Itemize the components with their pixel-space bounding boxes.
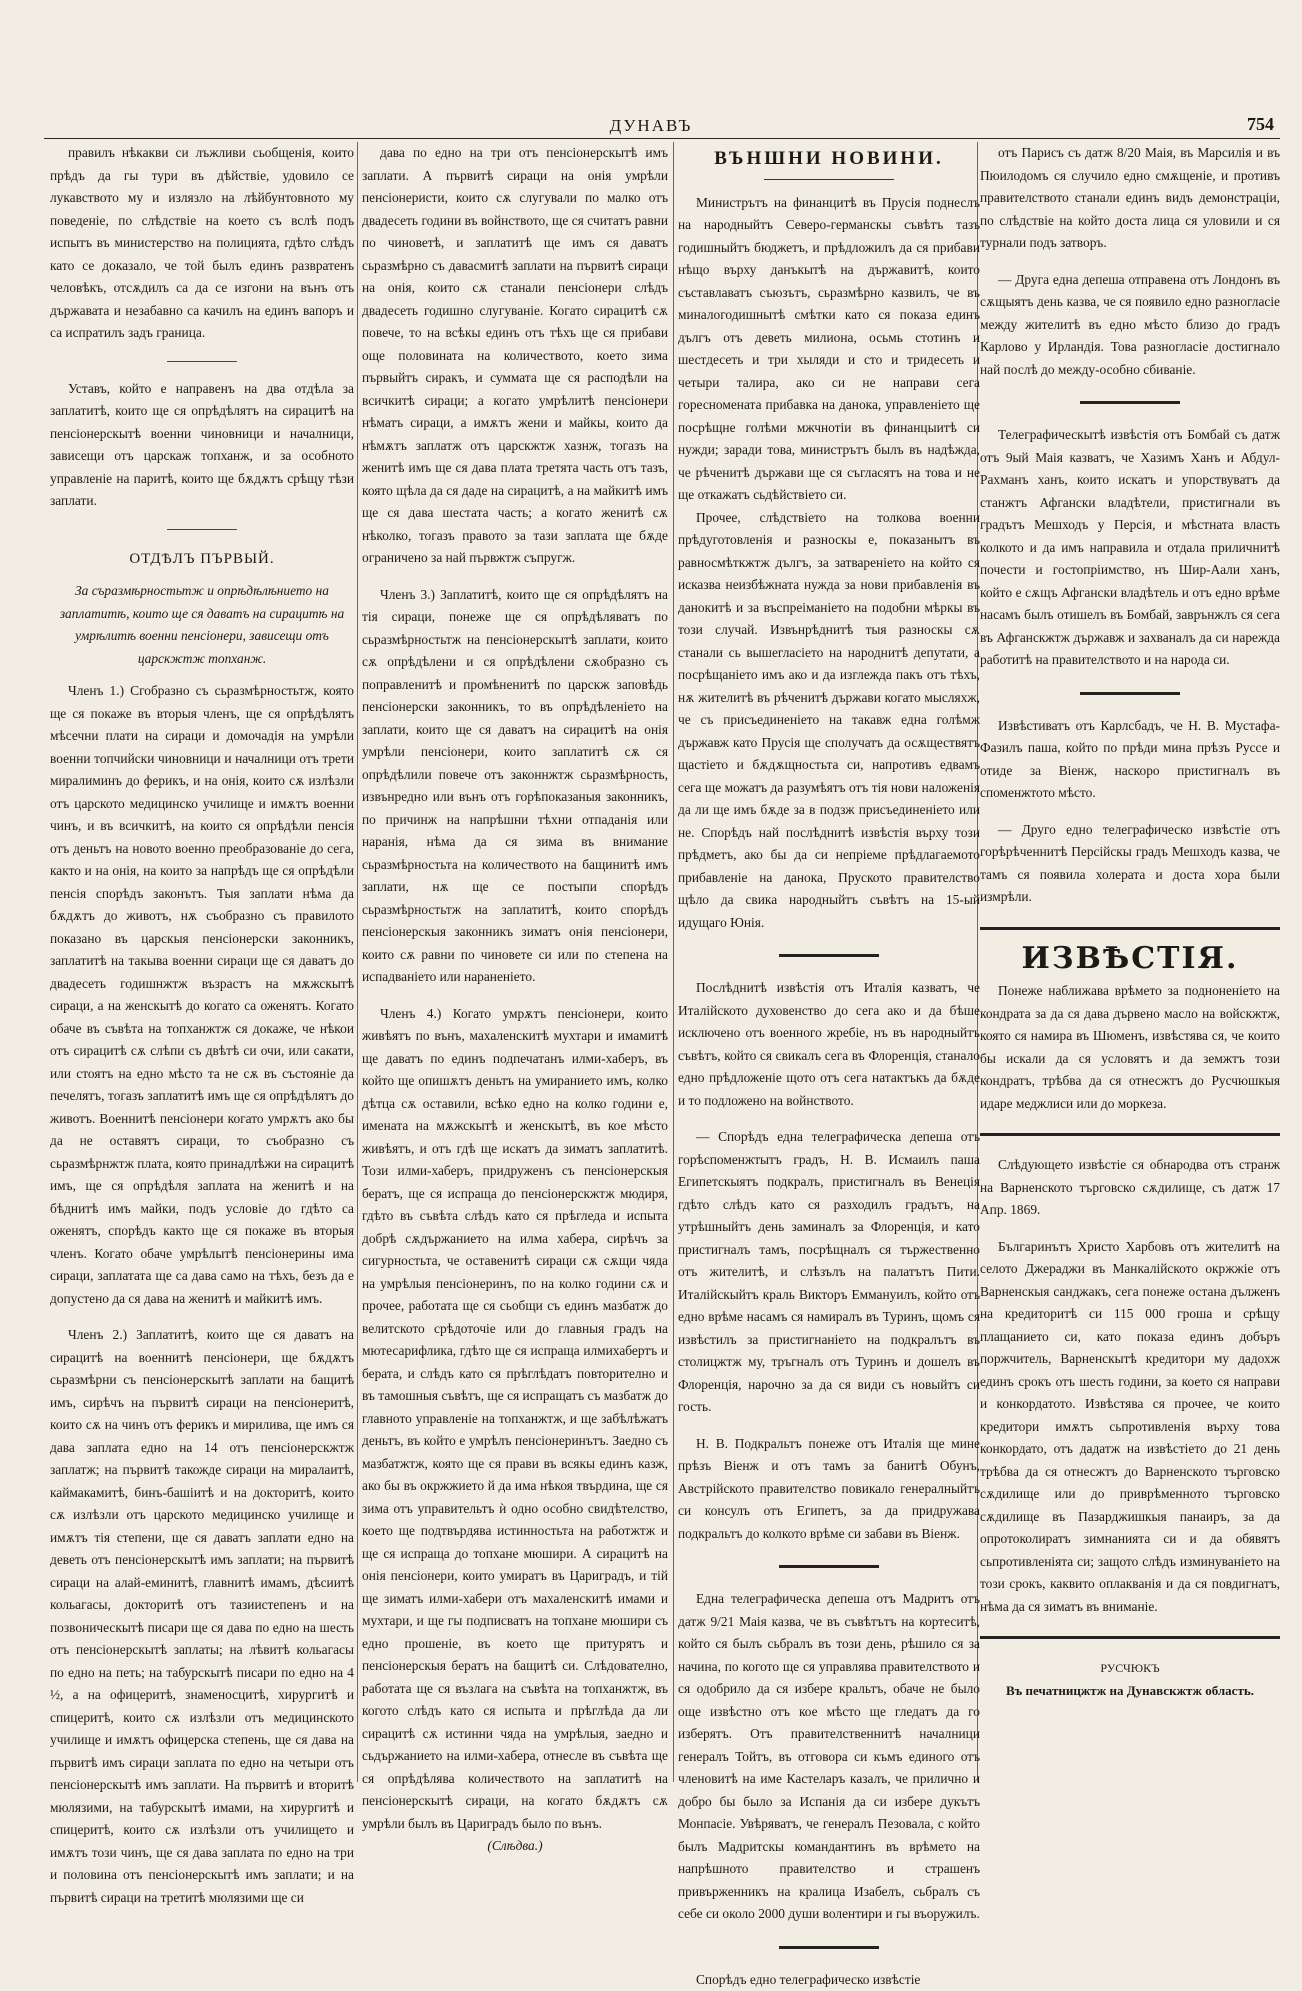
paragraph: Членъ 4.) Когато умрѫтъ пенсіонери, които живѣятъ по вънъ, махаленскитѣ мухтари и имамитѣ ще даватъ по единъ подпечатанъ илми-хаберъ, въ който ще опишѫтъ деньтъ на умиранието имъ, колко дѣтца сѫ оставили, всѣко едно на колко години е, имената на мѫжскытѣ и женскытѣ, въ кое мѣсто живѣятъ, и отъ гдѣ ще искатъ да зиматъ заплатитѣ. Този илми-хаберъ, придруженъ съ пенсіонерскыя бератъ, ще ся испраща до пенсіонерскжтж мюдиря, гдѣто въ съвѣта слѣдъ като ся прѣгледа и испыта добрѣ сѫдържанието на илма хабера, сирѣчъ за сигурностьта, че оставенитѣ сираци сѫ сѫщи чяда на умрѣлыя пенсіонеринъ, по на колко години сѫ и прочее, работата ще ся сьобщи съ единъ мазбатж до велитското срѣдоточіе или до главныя градъ на мютесарифлика, гдѣто ще ся испраща илмихабертъ и берата, и слѣдъ като ся прѣглѣдатъ повторително и въ тамошныя съвѣтъ, ще ся испращатъ съ мазбатж до главното управленіе на топханжтж, и ще забѣлѣжатъ деньтъ, въ който е умрѣлъ пенсіонеринътъ. Заедно съ мазбатжтж, която ще ся прави въ всякы единъ казж, ако бы въ окржжието й да има нѣкоя твърдина, ще ся зима отъ управительтъ ѝ одно особно свидѣтелство, което ще подтвърдява истинностьта на работжтж и ще ся испраща до топхане мюшири. А сирацитѣ на онія пенсіонери, които умиратъ въ Цариградъ, и тій ще зиматъ илми-хабери отъ махаленскитѣ имами и мухтари, и ще гы подписватъ на топхане мюшири съ едно прошеніе, въ което ще притурятъ и пенсіонерскыя бератъ на бащитѣ си. Слѣдователно, работата ще ся възлага на съвѣта на топханжтж, въ когото слѣдъ като ся испыта и прѣглѣда да ли сирацитѣ сѫ истинни чяда на умрѣлыя, заедно и сьдържанието на илми-хабера, отнесле въ съвѣта ще ся опрѣдѣлява количеството на заплатитѣ на пенсіонерскытѣ сираци, на когато бѫдѫтъ сѫ умрѣли былъ въ Цариградъ было по вънъ. bbox=[362, 1003, 668, 1836]
imprint-city: РУСЧЮКЪ bbox=[980, 1657, 1280, 1680]
section-rule bbox=[980, 927, 1280, 930]
section-title: ОТДѢЛЪ ПЪРВЫЙ. bbox=[50, 548, 354, 571]
paragraph: Спорѣдъ едно телеграфическо извѣстіе bbox=[678, 1969, 980, 1991]
paragraph: правилъ нѣкакви си лъжливи сьобщенія, които прѣдъ да гы тури въ дѣйствіе, удовило се лукавството му и излязло на лѣйбунтовното му поведеніе, по слѣдствіе на което съ вслѣ подъ испытъ въ министерство на полицията, гдѣто слѣдъ като се доказало, че той былъ единъ развратенъ человѣкъ, отсѫдилъ са да се изгони на вънъ отъ държавата и незабавно са качилъ на единъ вапоръ и са испратилъ задъ граница. bbox=[50, 142, 354, 345]
paragraph: Членъ 3.) Заплатитѣ, които ще ся опрѣдѣлятъ на тія сираци, понеже ще ся опрѣдѣляватъ по сьразмѣрностьтж на пенсіонерскытѣ заплати, които сѫ опрѣдѣлени и ся опрѣдѣлени сѫобразно съ поправленитѣ и промѣненитѣ по царскж заповѣдь пенсіонерски законникъ, то въ опрѣдѣленіето на заплати, които ще ся даватъ на сирацитѣ на онія умрѣли пенсіонери, които заплатитѣ сѫ ся опрѣдѣлили повече отъ законнжтж сьразмѣрность, извънредно или вънъ отъ горѣпоказаныя законникъ, по причинж на напрѣшни тѣхни отпаданія или наранія, нѣма да ся зима въ внимание сьразмѣрностьта на количеството на бащинитѣ имъ заплати, нѫ ще се постыпи спорѣдъ сьразмѣрностьтж на заплатитѣ, които спорѣдъ пенсіонерскыя законникъ зиматъ онія пенсіонери, които сѫ равни по чиновете си или по степена на испадваніето или нараненіето. bbox=[362, 584, 668, 989]
continued-note: (Слѣдва.) bbox=[362, 1835, 668, 1858]
paragraph: Членъ 1.) Сгобразно съ сьразмѣрностьтж, която ще ся покаже въ вторыя членъ, ще ся опрѣдѣлятъ мѣсечни плати на сираци и домочадія на умрѣли военни топчийски чиновници и началници отъ трети миралиминъ до ферикъ, и на онія, които сѫ излѣзли отъ царското медицинско училище и имѫтъ военни чинъ, и въ всичкитѣ, на които ся опрѣдѣли пенсія отъ деньтъ на новото военно преобразованіе до сега, както и на онія, на които за напрѣдъ ще ся опрѣдѣли пенсія спорѣдъ законътъ. Тыя заплати нѣма да бѫдѫтъ до животъ, нѫ съобразно съ правилото показано въ царскыя пенсіонерски законникъ, заплатитѣ на такыва военни сираци ще ся даватъ до двадесеть годишнжтж възрастъ на мѫжскытѣ сираци, а на женскытѣ до когато са оженятъ. Когато обаче въ съвѣта на топханжтж ся докаже, че нѣкои отъ сирацитѣ сѫ слѣпи съ двѣтѣ си очи, или сакати, или стоятъ на едно мѣсто та не сѫ въ състояніе да печелятъ, тогазъ заплатитѣ имъ ще ся опрѣдѣлятъ до животъ. Военнитѣ пенсіонери когато умрѫтъ ако бы да не оставятъ сираци, то съобразно съ сьразмѣрнжтж плата, която принадлѣжи на сирацитѣ имъ, ще ся опрѣдѣля заплата на женитѣ и на бѣднитѣ имъ майки, подъ условіе до гдѣто са оженятъ, спорѣдъ както ще ся покаже въ вторыя членъ. Когато обаче умрѣлытѣ пенсіонерины има сираци, заплатата ще са дава само на тѣхъ, безъ да е допустено да ся дава на женитѣ и майкитѣ имъ. bbox=[50, 680, 354, 1310]
column-2 bbox=[362, 142, 668, 1782]
paragraph: дава по едно на три отъ пенсіонерскытѣ имъ заплати. А първитѣ сираци на онія умрѣли пенсіонеристи, които сѫ слугували по малко отъ двадесеть години въ войнството, ще ся считатъ равни по чиноветѣ, и заплатитѣ ще имъ ся даватъ сьразмѣрно съ давасмитѣ заплати на първитѣ сираци на онія, които сѫ станали пенсіонери слѣдъ двадесеть годишно слугуваніе. Когато сирацитѣ сѫ повече, то на всѣкы единъ отъ тѣхъ ще ся прибави още половината на количеството, което зима първыйтъ сиракъ, и суммата ще ся расподѣли на всичкитѣ сираци; а когато умрѣлитѣ пенсіонери нѣматъ сираци, а имѫтъ жени и майкы, които да нѣмѫтъ заплатж отъ царскжтж хазнж, тогазъ на женитѣ имъ ще ся дава плата третята часть отъ тазъ, която щѣла да ся даде на сирацитѣ, а на майкитѣ имъ ще ся дава шестата часть; а когато женитѣ сѫ нѣколко, тогазъ правото за тази заплата ще бѫде ограничено за най първжтж съпругж. bbox=[362, 142, 668, 570]
section-rule bbox=[980, 1133, 1280, 1136]
column-divider bbox=[673, 142, 674, 1782]
announcements-title: ИЗВѢСТІЯ. bbox=[980, 948, 1280, 971]
paragraph: Членъ 2.) Заплатитѣ, които ще ся даватъ на сирацитѣ на военнитѣ пенсіонери, ще бѫдѫтъ сьразмѣрни съ пенсіонерскытѣ заплати на бащитѣ имъ, сирѣчъ на първитѣ сираци на пенсіонеритѣ, които сѫ на чинъ отъ ферикъ и мирилива, ще имъ ся дава заплата едно на 14 отъ пенсіонерскжтж заплатж; на първитѣ такожде сираци на миралаитѣ, каймакамитѣ, бинъ-башіитѣ и на докторитѣ, които сѫ излѣзли отъ царското медицинско училище и имѫтъ тія степени, ще ся даватъ заплати едно на деветь отъ пенсіонерскытѣ имъ заплати; на първитѣ сираци на алай-еминитѣ, главнитѣ имамъ, дѣсиитѣ кольагасы, докторитѣ отъ тазиистепенъ и на позвоническытѣ писари ще ся дава по едно на шесть отъ пенсіонерскытѣ заплаты; на лѣвитѣ кольагасы по едно на петь; на табурскытѣ писари по едно на 4 ½, а на офицеритѣ, знаменосцитѣ, хирургитѣ и спицеритѣ, които сѫ излѣзли отъ медицинското училище и имѫтъ офицерска степень, ще ся дава на първитѣ имъ сираци заплата по едно на четыри отъ пенсіонерскытѣ имъ заплати. На първитѣ и вторитѣ мюлязими, на табурскытѣ имами, на хирургитѣ и спицеритѣ, които сѫ излѣзли отъ училището и имѫтъ този чинъ, ще ся дава заплата по едно на три и половина отъ пенсіонерскытѣ имъ заплати; и на първитѣ сираци на третитѣ мюлязими ще си bbox=[50, 1324, 354, 1909]
separator-rule bbox=[779, 954, 879, 957]
separator-rule bbox=[1080, 692, 1180, 695]
header-rule bbox=[44, 138, 1280, 139]
section-subtitle: За съразмѣрностьтж и опрѣдѣлѣнието на заплатитѣ, които ще ся даватъ на сирацитѣ на умрѣлитѣ военни пенсіонери, зависещи отъ царскжтж топханж. bbox=[58, 580, 346, 670]
paragraph: отъ Парисъ съ датж 8/20 Маія, въ Марсилія и въ Пюилодомъ ся случило едно смѫщеніе, и противъ правителството станали единъ видъ демонстраціи, по слѣдствіе на който доста лица ся уловили и ся турнали подъ затворъ. bbox=[980, 142, 1280, 255]
paragraph: Една телеграфическа депеша отъ Мадритъ отъ датж 9/21 Маія казва, че въ съвѣтътъ на кортеситѣ, който ся былъ сьбралъ въ този день, рѣшило ся за начина, по когото ще ся управлява правителството и ся одобрило да ся избере кральтъ, обаче не было още извѣстно отъ кое мѣсто ще гледатъ да го изберятъ. Отъ правителственнитѣ началници генералъ Тойтъ, въ отговора си къмъ единого отъ членовитѣ на име Кастеларъ казалъ, че прилично и добро бы было за Испанія да си избере дукътъ Монпасіе. Увѣряватъ, че генералъ Пезовала, с който былъ Мадритскы командантинъ въ врѣмето на напрѣшното правителство и страшенъ привърженникъ на кралица Изабелъ, сьбралъ съ себе си около 2000 души волентири и гы въоружилъ. bbox=[678, 1588, 980, 1926]
paragraph: Слѣдующето извѣстіе ся обнародва отъ странж на Варненското търговско сѫдилище, съ датж 17 Апр. 1869. bbox=[980, 1154, 1280, 1222]
paragraph: Прочее, слѣдствіето на толкова военни прѣдуготовленія и разноскы е, показанытъ въ равносмѣткжтж дългъ, за затвареніето на който ся исказва неизбѣжната нужда за нови прибавленія въ данокитѣ и за въспреіманіето на подобни мѣркы въ този случай. Извънрѣднитѣ тыя разноскы сѫ станали сь вышегласіето на народнитѣ депутати, а посрѣщаніето имъ ако и да изглежда пакъ отъ тѣхъ, нѫ жителитѣ въ рѣченитѣ държави когато мысляхж, че съ присъединеніето на такавж една голѣмж държавж като Прусія ще сполучатъ да осѫществятъ щастіето и бѫдѫщностьта си, напротивъ едвамъ сега ще можатъ да разумѣятъ отъ тія нови наложенія да ли ще имъ бѫде за в подзж присъединеніето или не. Спорѣдъ най послѣднитѣ извѣстія върху този прѣдметъ, ако бы да си непріеме прѣдлагаемото прибавленіе на данока, Пруското правителство щѣло да свика народныйтъ съвѣтъ на 15-ый идущаго Юнія. bbox=[678, 507, 980, 935]
column-4 bbox=[980, 142, 1280, 1782]
page-number: 754 bbox=[1247, 114, 1274, 135]
paragraph: Понеже наближава врѣмето за подноненіето на кондрата за да ся дава дървено масло на войскжтж, която ся намира въ Шюменъ, извѣстява ся, че които бы искали да ся условятъ и да земжтъ този кондратъ, трѣбва да ся отнесжтъ до Русчюшкыя идаре меджлиси или до моркеза. bbox=[980, 980, 1280, 1115]
separator-rule bbox=[779, 1565, 879, 1568]
paragraph: Послѣднитѣ извѣстія отъ Италія казватъ, че Италійското духовенство до сега ако и да бѣше исключено отъ военного жребіе, нъ въ народныйтъ съвѣтъ, който ся свикалъ сега въ Флоренція, станало едно прѣдложеніе щото отъ сега натактъкъ да бѫде и то подложено на войнството. bbox=[678, 977, 980, 1112]
paragraph: Уставъ, който е направенъ на два отдѣла за заплатитѣ, които ще ся опрѣдѣлятъ на сирацитѣ на пенсіонерскытѣ военни чиновници и началници, зависещи отъ царскаж топханж, и за особното управленіе на паритѣ, които ще бѫдѫтъ срѣщу тѣзи заплати. bbox=[50, 378, 354, 513]
separator-rule bbox=[1080, 401, 1180, 404]
separator-rule bbox=[779, 1946, 879, 1949]
paragraph: — Друго едно телеграфическо извѣстіе отъ горѣрѣченнитѣ Персійскы градъ Мешходъ казва, че тамъ ся появила холерата и доста хора были измрѣли. bbox=[980, 819, 1280, 909]
column-1 bbox=[50, 142, 354, 1782]
section-title: ВЪНШНИ НОВИНИ. bbox=[678, 148, 980, 171]
paragraph: Телеграфическытѣ извѣстія отъ Бомбай съ датж отъ 9ый Маія казватъ, че Хазимъ Ханъ и Абдул-Рахманъ ханъ, които искатъ и упорствуватъ да станжтъ Афгански владѣтели, пристигнали въ градътъ Мешходъ у Персія, и мѣстната власть колкото и да имъ направила и отдала приличнитѣ почести и гостопріимство, нъ Шир-Аали ханъ, който е сѫщъ Афгански владѣтель и отъ едно врѣме насамъ былъ отишелъ въ Бомбай, заврънжлъ ся сега въ Афганскжтж държавж и захваналъ да си нарежда работитѣ на правителството и на народа си. bbox=[980, 424, 1280, 672]
paragraph: Българинътъ Христо Харбовъ отъ жителитѣ на селото Джераджи въ Манкалійското окржжіе отъ Варненскыя санджакъ, сега понеже остана дълженъ на кредиторитѣ си 115 000 гроша и срѣщу плащанието си, като показа единъ добъръ поржчитель, Варненскытѣ кредитори му дадохж единъ срокъ отъ шесть години, за което ся направи и конкордатото. Извѣстява ся прочее, че които кредитори имѫтъ сьпротивленія върху това конкордато, отъ дадатж на извѣстіето до 21 день трѣбва да ся отнесжтъ до Варненското търговско сѫдилище или до приврѣменното търговско сѫдилище въ Пазарджишкыя панаиръ, за да опротоколиратъ зимнанията си и да обявятъ сьпротивленіята си; защото слѣдъ изминуваніето на този срокъ, каквито оплакванія и да ся повдигнатъ, нѣма да ся зиматъ въ вниманіе. bbox=[980, 1236, 1280, 1619]
imprint-line: Въ печатницжтж на Дунавскжтж область. bbox=[980, 1680, 1280, 1703]
column-3 bbox=[678, 142, 980, 1782]
section-rule bbox=[980, 1636, 1280, 1639]
separator-rule bbox=[167, 361, 237, 362]
page-header bbox=[0, 112, 1302, 138]
newspaper-title: ДУНАВЪ bbox=[0, 116, 1302, 136]
paragraph: — Спорѣдъ една телеграфическа депеша отъ горѣспоменжтытъ градъ, Н. В. Исмаилъ паша Египетскыятъ подкралъ, пристигналъ въ Венеція гдѣто слѣдъ като ся разходилъ градътъ, на утрѣшныйтъ день заминалъ за Флоренція, и като пристигналъ тамъ, посрѣщналъ ся тържественно отъ жителитѣ, и слѣзълъ на палатътъ Пити. Италійскыйтъ краль Викторъ Еммануилъ, който отъ едно врѣме насамъ ся намиралъ въ Туринъ, щомъ ся извѣстилъ за пристигнаніето на подкралътъ въ столицжтж му, тръгналъ отъ Туринъ и дошелъ въ Флоренція, нарочно за да ся види съ новыйтъ си гость. bbox=[678, 1126, 980, 1419]
paragraph: Н. В. Подкральтъ понеже отъ Италія ще мине прѣзъ Віенж и отъ тамъ за банитѣ Обунъ, Австрійското правителство повикало генералныйтъ си консулъ отъ Египетъ, за да придружава подкральтъ до колкото врѣме си забави въ Віенж. bbox=[678, 1433, 980, 1546]
paragraph: Извѣстиватъ отъ Карлсбадъ, че Н. В. Мустафа-Фазилъ паша, който по прѣди мина прѣзъ Руссе и отиде за Віенж, наскоро пристигналъ въ споменжтото мѣсто. bbox=[980, 715, 1280, 805]
column-divider bbox=[357, 142, 358, 1782]
title-underline bbox=[764, 179, 894, 180]
paragraph: — Друга една депеша отправена отъ Лондонъ въ сѫщыятъ день казва, че ся появило едно разногласіе между жителитѣ въ едно мѣсто близо до градъ Карлово у Ирландія. Това разногласіе достигнало най послѣ до между-особно сбиваніе. bbox=[980, 269, 1280, 382]
paragraph: Министрътъ на финанцитѣ въ Прусія поднеслъ на народныйтъ Северо-германскы съвѣтъ тазъ годишныйтъ бюджетъ, и прѣдложилъ да ся прибави нѣщо върху данъкытѣ на държавитѣ, които съставлаватъ съюзътъ, сьразмѣрно казвилъ, че въ миналогодишнытѣ смѣтки като ся показа единъ дългъ отъ деветь милиона, осьмь стотинъ и шестдесеть и три хыляди и сто и тридесеть и четыри талира, ако си не направи сега горесномената прибавка на данока, управленіето ще посрѣщне голѣми мжчнотіи въ финанцыитѣ си нужди; заради това, министрътъ былъ въ надѣжда, че рѣченитѣ държави ще ся съгласятъ на това и не ще откажатъ сьдѣйствіето си. bbox=[678, 192, 980, 507]
separator-rule bbox=[167, 529, 237, 530]
